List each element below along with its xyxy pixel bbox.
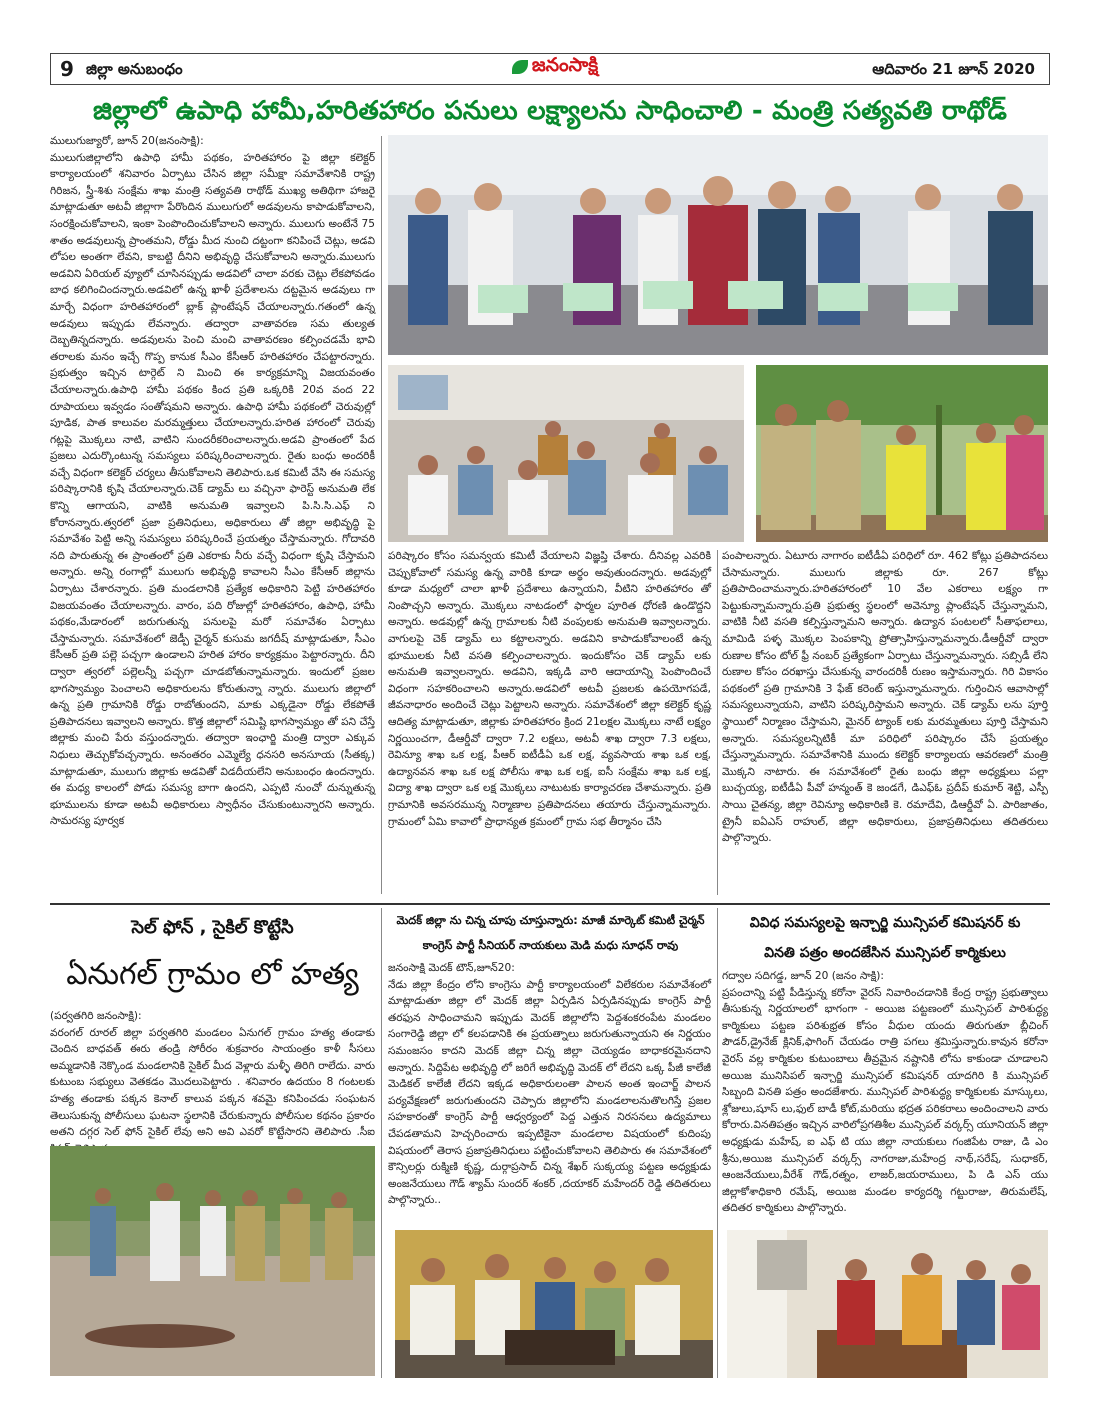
medak-story-text [388, 960, 711, 1225]
medak-story-dateline: జనంసాక్షి మెదక్ టౌన్,జూన్20: [388, 962, 515, 974]
column-divider [381, 908, 382, 1378]
leaf-icon [512, 60, 528, 74]
issue-date: ఆదివారం 21 జూన్ 2020 [872, 60, 1035, 78]
medak-story-headline-2: కాంగ్రెస్ పార్టీ సీనియర్ నాయకులు మెడి మధు సూధన్ రావు [422, 939, 679, 952]
logo-text: జనంసాక్షి [531, 53, 599, 76]
column-divider [717, 908, 718, 1378]
municipal-story-text [722, 968, 1048, 1225]
municipal-story-body: ప్రపంచాన్ని పట్టి పీడిస్తున్న కరోనా వైరస్ నివారించడానికి కేంద్ర రాష్ట్ర ప్రభుత్వాలు తీసుకున్న నిర్ణయాలలో భాగంగా - అయిజ పట్టణంలో మున్సిపల్ పారిశుద్ధ్య కార్మికులు పట్టణ పరిశుభ్రత కోసం వీధుల యందు తిరుగుతూ బ్లీచింగ్ పౌడర్,డ్రైనేజ్ క్లినిక్,ఫాగింగ్ చేయడం రాత్రి పగలు శ్రమిస్తున్నారు.కావున కరోనా వైరస్ వల్ల కార్మికుల కుటుంబాలు తీవ్రమైన నష్టానికి లోను కాకుండా చూడాలని అయిజ మునిసిపల్ ఇన్చార్జి మున్సిపల్ కమిషనర్ యాదగిరి కి మున్సిపల్ సిబ్బంది వినతి పత్రం అందజేశారు. మున్సిపల్ పారిశుద్ధ్య కార్మికులకు మాస్కులు, శ్లోజులు,షూస్ లు,ఫుల్ బాడీ కోట్,మరియు భద్రత పరికరాలు అందించాలని వారు కోరారు.వినతిపత్రం ఇచ్చిన వారిలోప్రగతిశీల మున్సిపల్ వర్కర్స్ యూనియన్ జిల్లా అధ్యక్షుడు మహేష్, ఐ ఎఫ్ టి యు జిల్లా నాయకులు గంజిపేట రాజు, డి ఎం శ్రీను,అయిజ మున్సిపల్ వర్కర్స్ నాగరాజు,మహేంద్ర నాథ్,సరేష్, సుధాకర్, ఆంజనేయులు,వీరేశ్ గౌడ్,రత్నం, లాజర్,జయరాములు, పి డి ఎస్ యు జిల్లాకోశాధికారి రమేష్, అయిజ మండల కార్యదర్శి గట్టురాజు, తిరుమలేష్, తదితర కార్మికులు పాల్గొన్నారు. [722, 986, 1048, 1215]
municipal-story-headline-2: వినతి పత్రం అందజేసిన మున్సిపల్ కార్మికులు [764, 945, 1006, 961]
lead-story-body-left: ములుగుజిల్లాలోని ఉపాధి హామీ పథకం, హరితహారం పై జిల్లా కలెక్టర్ కార్యాలయంలో శనివారం ఏర్పాటు చేసిన జిల్లా సమీక్షా సమావేశానికి రాష్ట్ర గిరిజన, స్త్రీ-శిశు సంక్షేమ శాఖ మంత్రి సత్యవతి రాథోడ్ ముఖ్య అతిథిగా హాజరై మాట్లాడుతూ అటవీ జిల్లాగా పేరొందిన ములుగులో అడవులను కాపాడుకోవాలని, సంరక్షించుకోవాలని, ఇంకా పెంపొందించుకోవాలని అన్నారు. ములుగు అంటేనే 75 శాతం అడవులున్న ప్రాంతమని, రోడ్డు మీద నుంచి దట్టంగా కనిపించే చెట్లు, అడవి లోపల అంతగా లేవని, కాబట్టి దీనిని అభివృద్ధి చేసుకోవాలని అన్నారు.ములుగు అడవిని ఏరియల్ వ్యూలో చూసినప్పుడు అడవిలో చాలా వరకు చెట్లు లేకపోవడం బాధ కలిగించిందన్నారు.అడవిలో ఉన్న ఖాళీ ప్రదేశాలను దట్టమైన అడవులు గా మార్చే విధంగా హరితహారంలో బ్లాక్ ప్లాంటేషన్ చేయాలన్నారు.గతంలో ఉన్న అడవులు ఇప్పుడు లేవన్నారు. తద్వారా వాతావరణ సమ తుల్యత దెబ్బతిన్నదన్నారు. అడవులను పెంచి మంచి వాతావరణం కల్పించడమే భావి తరాలకు మనం ఇచ్చే గొప్ప కానుక సీఎం కేసీఆర్ హరితహారం చేపట్టారన్నారు. ప్రభుత్వం ఇచ్చిన టార్గెట్ ని మించి ఈ కార్యక్రమాన్ని విజయవంతం చేయాలన్నారు.ఉపాధి హామీ పథకం కింద ప్రతి ఒక్కరికి 20వ వంద 22 రూపాయలు ఇవ్వడం సంతోషమని అన్నారు. ఉపాధి హామీ పథకంలో చెరువుల్లో పూడిక, పాత కాలువల మరమ్మత్తులు చేయాలన్నారు.హరిత హారంలో చెరువు గట్లపై మొక్కలు నాటి, వాటిని సుందరీకరించాలన్నారు.అడవి ప్రాంతంలో పేద ప్రజలు ఎదుర్కొంటున్న సమస్యలు పరిష్కరించాలన్నారు. రైతు బంధు అందరికీ వచ్చే విధంగా కలెక్టర్ చర్యలు తీసుకోవాలని తెలిపారు.ఒక కమిటీ వేసి ఈ సమస్య పరిష్కారానికి కృషి చేయాలన్నారు.చెక్ డ్యామ్ లు వచ్చినా ఫారెస్ట్ అనుమతి లేక కొన్ని ఆగాయని, వాటికి అనుమతి ఇవ్వాలని పి.సి.సి.ఎఫ్ ని కోరానన్నారు.త్వరలో ప్రజా ప్రతినిధులు, అధికారులు తో జిల్లా అభివృద్ధి పై సమావేశం పెట్టి అన్ని సమస్యలు పరిష్కరించే ప్రయత్నం చేస్తామన్నారు. గోదావరి నది పారుతున్న ఈ ప్రాంతంలో ప్రతి ఎకరాకు నీరు వచ్చే విధంగా కృషి చేస్తామని అన్నారు. అన్ని రంగాల్లో ములుగు అభివృద్ధి కావాలని సీఎం కేసీఆర్ జిల్లాను ఏర్పాటు చేశారన్నారు. ప్రతి మండలానికి ప్రత్యేక అధికారిని పెట్టి హరితహారం విజయవంతం చేయాలన్నారు. వారం, పది రోజుల్లో హరితహారం, ఉపాధి, హామీ పథకం,మేడారంలో జరుగుతున్న పనులపై మరో సమావేశం ఏర్పాటు చేస్తామన్నారు. సమావేశంలో జెడ్పీ చైర్మన్ కుసుమ జగదీష్ మాట్లాడుతూ, సీఎం కేసీఆర్ ప్రతి పల్లె పచ్చగా ఉండాలని హరిత హారం కార్యక్రమం పెట్టారన్నారు. దీని ద్వారా త్వరలో పల్లెలన్నీ పచ్చగా చూడబోతున్నామన్నారు. ఇందులో ప్రజల భాగస్వామ్యం పెంచాలని అధికారులను కోరుతున్నా న్నారు. ములుగు జిల్లాలో ఉన్న ప్రతి గ్రామానికి రోడ్డు రాబోతుందని, మాకు ఎక్కడైనా రోడ్డు లేకపోతే ప్రతిపాదనలు ఇవ్వాలని అన్నారు. కొత్త జిల్లాలో సమిష్టి భాగస్వామ్యం తో పని చేస్తే జిల్లాకు మంచి పేరు వస్తుందన్నారు. తద్వారా ఇంఛార్జి మంత్రి ద్వారా ఎక్కువ నిధులు తెచ్చుకోవచ్చన్నారు. అనంతరం ఎమ్మెల్యే ధనసరి అనసూయ (సీతక్క) మాట్లాడుతూ, ములుగు జిల్లాకు అడవితో విడదీయలేని అనుబంధం ఉందన్నారు. ఈ మధ్య కాలంలో పోడు సమస్య బాగా ఉందని, ఎప్పటి నుంచో దున్నుతున్న భూములను కూడా అటవీ అధికారులు స్వాధీనం చేసుకుంటున్నారని అన్నారు. సామరస్య పూర్వక [50, 151, 375, 828]
congress-press-meet-photo [395, 1230, 713, 1378]
meeting-dignitaries-photo [388, 135, 1048, 355]
newspaper-logo [490, 54, 620, 80]
lead-story-right-column [722, 548, 1048, 898]
section-divider [50, 903, 1050, 905]
municipal-story-dateline: గద్వాల సదిగడ్డ, జూన్ 20 (జనం సాక్షి): [722, 970, 884, 982]
murder-story-text [50, 1008, 375, 1140]
municipal-story-headline-1: వివిధ సమస్యలపై ఇన్చార్జి మున్సిపల్ కమిషనర్ కు [749, 915, 1021, 931]
murder-story-kicker: సెల్ ఫోన్ , సైకిల్ కొట్టేసి [131, 917, 294, 938]
lead-story-dateline: ములుగుజ్యారో, జూన్ 20(జనంసాక్షి): [50, 135, 204, 147]
murder-story-body: వరంగల్ రూరల్ జిల్లా పర్వతగిరి మండలం ఏనుగల్ గ్రామం హత్య తండాకు చెందిన బాధవత్ ఈరు తండ్రి సోరీరం శుక్రవారం సాయంత్రం కాళీ సీసలు అమ్మడానికి నెక్కొండ మండలానికి సైకిల్ మీద వెళ్లారు మళ్ళీ తిరిగి రాలేదు. వారు కుటుంబ సభ్యులు వెతకడం మొదలుపెట్టారు . శనివారం ఉదయం 8 గంటలకు హత్య తండాకు పక్కన కెనాల్ కాలువ పక్కన శవమై కనిపించడు సంఘటన తెలుసుకున్న పోలీసులు ఘటనా స్థలానికి చేరుకున్నారు పోలీసుల కథనం ప్రకారం అతని దగ్గర సెల్ ఫోన్ సైకిల్ లేవు అని అవి ఎవరో కొట్టేసారని తెలిపారు .సీఐ [50, 1026, 375, 1139]
crime-scene-photo [50, 1146, 375, 1376]
lead-story-body-mid: పరిష్కారం కోసం సమన్వయ కమిటీ వేయాలని విజ్ఞప్తి చేశారు. దీనివల్ల ఎవరికి చెప్పుకోవాలో సమస్య ఉన్న వారికి కూడా అర్థం అవుతుందన్నారు. అడవుల్లో కూడా మధ్యలో చాలా ఖాళీ ప్రదేశాలు ఉన్నాయని, వీటిని హరితహారం తో నింపొచ్చని అన్నారు. మొక్కలు నాటడంలో ఫార్మల పూరిత ధోరణి ఉండొద్దని అన్నారు. అడవుల్లో ఉన్న గ్రామాలకు నీటి వంపులకు అనుమతి ఇవ్వాలన్నారు. వాగులపై చెక్ డ్యామ్ లు కట్టాలన్నారు. అడవిని కాపాడుకోవాలంటే ఉన్న భూములకు నీటి వసతి కల్పించాలన్నారు. ఇందుకోసం చెక్ డ్యామ్ లకు అనుమతి ఇవ్వాలన్నారు. అడవిని, ఇక్కడి వారి ఆదాయాన్ని పెంపొందించే విధంగా సహకరించాలని అన్నారు.అడవిలో అటవీ ప్రజలకు ఉపయోగపడే, జీవనాధారం అందించే చెట్లు పెట్టాలని అన్నారు. సమావేశంలో జిల్లా కలెక్టర్ కృష్ణ ఆదిత్య మాట్లాడుతూ, జిల్లాకు హరితహారం క్రింద 21లక్షల మొక్కలు నాటే లక్ష్యం నిర్ణయించగా, డీఆర్డీవో ద్వారా 7.2 లక్షలు, అటవీ శాఖ ద్వారా 7.3 లక్షలు, రెవిన్యూ శాఖ ఒక లక్ష, పీఆర్ ఐటీడీఏ ఒక లక్ష, వ్యవసాయ శాఖ ఒక లక్ష, ఉద్యానవన శాఖ ఒక లక్ష పోలీసు శాఖ ఒక లక్ష, ఐసీ సంక్షేమ శాఖ ఒక లక్ష, విద్యా శాఖ ద్వారా ఒక లక్ష మొక్కలు నాటుటకు కార్యాచరణ చేశామన్నారు. ప్రతి గ్రామానికి అవసరమున్న నిర్మాణాల ప్రతిపాదనలు తయారు చేస్తున్నామన్నారు. గ్రామంలో ఏమి కావాలో ప్రాధాన్యత క్రమంలో గ్రామ సభ తీర్మానం చేసి [388, 550, 711, 828]
medak-story-body: నేడు జిల్లా కేంద్రం లోని కాంగ్రెసు పార్టీ కార్యాలయంలో విలేకరుల సమావేశంలో మాట్లాడుతూ జిల్లా లో మెదక్ జిల్లా ఏర్పడిన ఏర్పడినప్పుడు కాంగ్రెస్ పార్టీ తరఫున సాధించామని ఇప్పుడు మెదక్ జిల్లాలోని పెద్దశంకరంపేట మండలం సంగారెడ్డి జిల్లా లో కలపడానికి ఈ ప్రయత్నాలు జరుగుతున్నాయని ఈ నిర్ణయం సమంజసం కాదని మెదక్ జిల్లా చిన్న జిల్లా చెయ్యడం బాధాకరమైనదాని అన్నారు. సిద్దిపేట అభివృద్ధి లో జరిగే అభివృద్ధి మెదక్ లో లేదని ఒక్క పీజీ కాలేజీ మెడికల్ కాలేజీ లేదని ఇక్కడ అధికారులంతా పాలన అంత ఇంచార్జ్ పాలన పర్యవేక్షణలో జరుగుతుందని చెప్పారు జిల్లాలోని మండలాలనుతొలగిస్తే ప్రజల సహకారంతో కాంగ్రెస్ పార్టీ ఆధ్వర్యంలో పెద్ద ఎత్తున నిరసనలు ఉద్యమాలు చేపడతామని హెచ్చరించారు ఇప్పటికైనా మండలాల విషయంలో కుదింపు విషయంలో తెరాస ప్రజాప్రతినిధులు పట్టించుకోవాలని తెలిపారు ఈ సమావేశంలో కౌన్సిలర్లు రుక్మిణి కృష్ణ, దుర్గాప్రసాద్ చిన్న శేఖర్ సుక్కయ్య పట్టణ అధ్యక్షుడు అంజనేయులు గౌడ్ శ్యామ్ సుందర్ శంకర్ ,దయాకర్ మహేందర్ రెడ్డి తదితరులు పాల్గొన్నారు.. [388, 978, 711, 1207]
memorandum-photo [727, 1230, 1048, 1378]
column-divider [717, 550, 718, 895]
lead-story-mid-column [388, 548, 711, 898]
lead-story-body-right: పంపాలన్నారు. ఏటూరు నాగారం ఐటీడీఏ పరిధిలో రూ. 462 కోట్లు ప్రతిపాదనలు చేసామన్నారు. ములుగు జిల్లాకు రూ. 267 కోట్లు ప్రతిపాదించామన్నారు.హరితహారంలో 10 వేల ఎకరాలు లక్ష్యం గా పెట్టుకున్నామన్నారు.ప్రతి ప్రభుత్వ స్థలంలో అవెన్యూ ప్లాంటేషన్ చేస్తున్నామని, వాటికి నీటి వసతి కల్పిస్తున్నామని అన్నారు. ఉద్యాన పంటలలో సీతాఫలాలు, మామిడి పళ్ళ మొక్కల పెంపకాన్ని ప్రోత్సాహిస్తున్నామన్నారు.డీఆర్డీవో ద్వారా రుణాల కోసం టోల్ ఫ్రీ నంబర్ ప్రత్యేకంగా ఏర్పాటు చేస్తున్నామన్నారు. సబ్సిడీ లేని రుణాల కోసం దరఖాస్తు చేసుకున్న వారందరికీ రుణం ఇస్తామన్నారు. గిరి వికాసం పథకంలో ప్రతి గ్రామానికి 3 ఫేజ్ కరెంట్ ఇస్తున్నామన్నారు. గుర్తించిన ఆవాసాల్లో సమస్యలున్నాయని, వాటిని పరిష్కరిస్తామని అన్నారు. చెక్ డ్యామ్ లను పూర్తి స్థాయిలో నిర్మాణం చేస్తామని, మైనర్ ట్యాంక్ లకు మరమ్మతులు పూర్తి చేస్తామని అన్నారు. సమస్యలన్నిటికీ మా పరిధిలో పరిష్కారం చేసే ప్రయత్నం చేస్తున్నామన్నారు. సమావేశానికి ముందు కలెక్టర్ కార్యాలయ ఆవరణలో మంత్రి మొక్కని నాటారు. ఈ సమావేశంలో రైతు బంధు జిల్లా అధ్యక్షులు పల్లా బుచ్చయ్య, ఐటీడీఏ పీవో హన్మంత్ కె జండగే, డిఎఫ్ఓ ప్రదీప్ కుమార్ శెట్టి, ఎస్పీ సాయి చైతన్య, జిల్లా రెవిన్యూ అధికారిణి కె. రమాదేవి, డిఆర్డీవో ఏ. పారిజాతం, ట్రైనీ ఐఏఎస్ రాహుల్, జిల్లా అధికారులు, ప్రజాప్రతినిధులు తదితరులు పాల్గొన్నారు. [722, 550, 1048, 845]
column-divider [381, 136, 382, 894]
murder-story-headline: ఏనుగల్ గ్రామం లో హత్య [66, 957, 359, 992]
murder-story-dateline: (పర్వతగిరి జనంసాక్షి): [50, 1010, 142, 1022]
meeting-hall-photo [388, 365, 744, 542]
medak-story-headline-1: మెదక్ జిల్లా ను చిన్న చూపు చూస్తున్నారు: మాజీ మార్కెట్ కమిటీ చైర్మన్ [396, 914, 705, 927]
main-headline: జిల్లాలో ఉపాధి హామీ,హరితహారం పనులు లక్ష్యాలను సాధించాలి - మంత్రి సత్యవతి రాథోడ్ [92, 96, 1008, 126]
lead-story-left-column [50, 133, 375, 898]
page-number: 9 [60, 57, 74, 81]
plantation-photo [756, 365, 1048, 542]
section-title: జిల్లా అనుబంధం [86, 60, 183, 78]
